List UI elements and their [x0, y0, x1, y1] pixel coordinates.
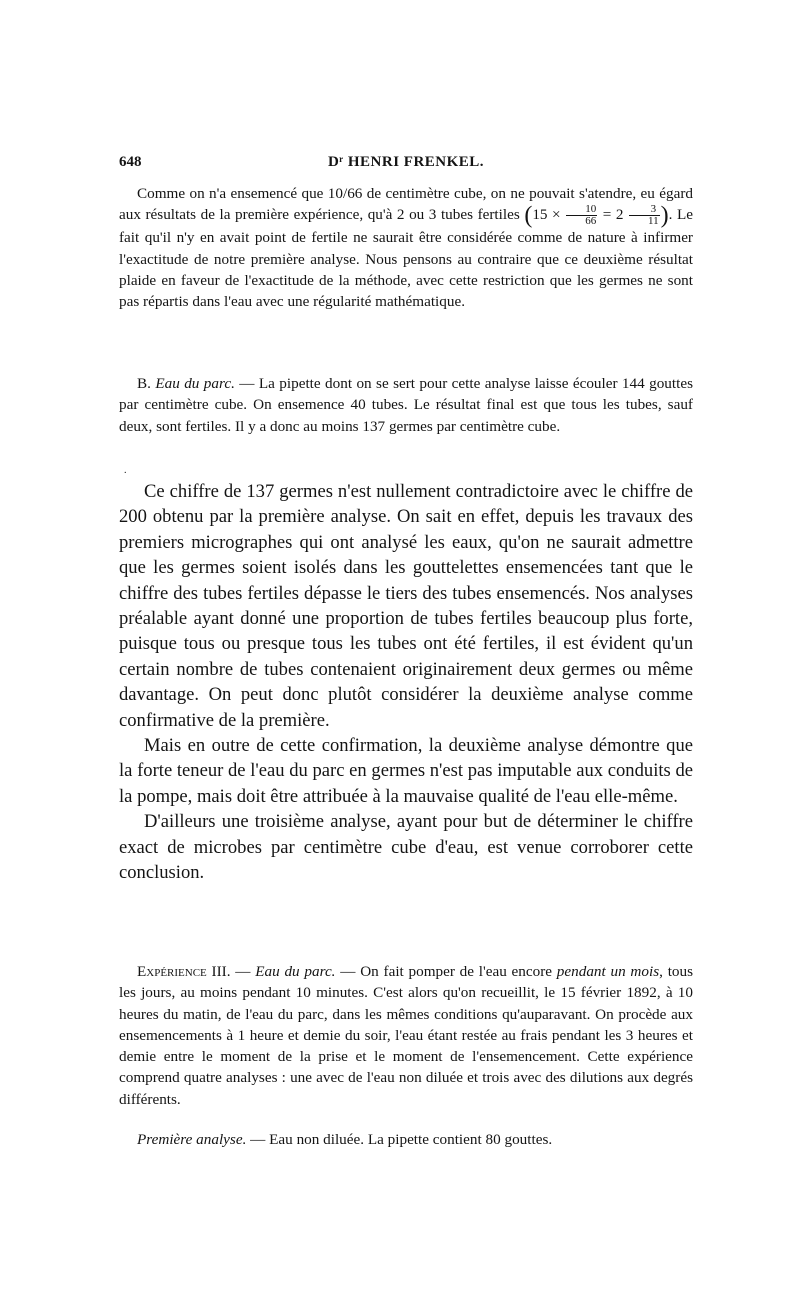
- analysis-heading: Première analyse.: [137, 1131, 247, 1148]
- running-header: [119, 154, 693, 176]
- fraction: $\frac{10}{66}$: [566, 204, 597, 227]
- paragraph: Mais en outre de cette confirmation, la deuxième analyse démontre que la forte teneur de l'eau du parc en germes n'est pas imputable aux conduits de la pompe, mais doit être attribuée à la mauvaise qualité de l'eau elle-même.: [119, 735, 693, 807]
- experiment-heading: Expérience III.: [137, 963, 231, 980]
- paragraph-premiere-analyse: Première analyse. — Eau non diluée. La pipette contient 80 gouttes.: [137, 1131, 553, 1148]
- paragraph-text: . Le fait qu'il n'y en avait point de fertile ne saurait être considérée comme de nature à infirmer l'exactitude de notre première analyse. Nous pensons au contraire que ce deuxième résultat plaide en faveur de l'exactitude de la méthode, avec cette restriction que les germes ne sont pas répartis dans l'eau avec une régularité mathématique.: [119, 206, 693, 311]
- paragraph-text: Comme on n'a ensemencé que 10/66 de centimètre cube, on ne pouvait s'atendre, eu égard aux résultats de la première expérience, qu'à 2 ou 3 tubes fertiles: [119, 185, 693, 224]
- paragraph: Ce chiffre de 137 germes n'est nullement contradictoire avec le chiffre de 200 obtenu par la première analyse. On sait en effet, depuis les travaux des premiers micrographes qui ont analysé les eaux, qu'on ne saurait admettre que les germes soient isolés dans les gouttelettes ensemencées tant que le chiffre des tubes fertiles dépasse le tiers des tubes ensemencés. Nos analyses préalable ayant donné une proportion de tubes fertiles beaucoup plus forte, puisque tous ou presque tous les tubes ont été fertiles, il est évident qu'un certain nombre de tubes contenaient originairement deux germes ou même davantage. On peut donc plutôt considérer la deuxième analyse comme confirmative de la première.: [119, 481, 693, 731]
- paragraph-eau-du-parc-b: B. Eau du parc. — La pipette dont on se sert pour cette analyse laisse écouler 144 gouttes par centimètre cube. On ensemence 40 tubes. Le résultat final est que tous les tubes, sauf deux, sont fertiles. Il y a donc au moins 137 germes par centimètre cube.: [119, 375, 693, 435]
- subsection-title: Eau du parc.: [155, 375, 235, 392]
- paragraph: D'ailleurs une troisième analyse, ayant pour but de déterminer le chiffre exact de microbes par centimètre cube d'eau, est venue corroborer cette conclusion.: [119, 811, 693, 884]
- equation: (15 × $\frac{10}{66}$ = 2 $\frac{3}{11}$ ): [524, 202, 669, 229]
- main-discussion: [119, 479, 693, 886]
- stray-mark: .: [124, 465, 127, 476]
- page-number: 648: [119, 154, 142, 170]
- paragraph-dilution-result: [119, 183, 693, 313]
- fraction: $\frac{3}{11}$: [629, 204, 660, 227]
- running-head-author: Dʳ HENRI FRENKEL.: [327, 154, 485, 170]
- paragraph-experience-iii: Expérience III. — Eau du parc. — On fait pomper de l'eau encore pendant un mois, tous les jours, au moins pendant 10 minutes. C'est alors qu'on recueillit, le 15 février 1892, à 10 heures du matin, de l'eau du parc, dans les mêmes conditions qu'auparavant. On procède aux ensemencements à 1 heure et demie du soir, l'eau étant restée au frais pendant les 3 heures et demie entre le moment de la prise et le moment de l'ensemencement. Cette expérience comprend quatre analyses : une avec de l'eau non diluée et trois avec des dilutions aux degrés différents.: [119, 963, 694, 1108]
